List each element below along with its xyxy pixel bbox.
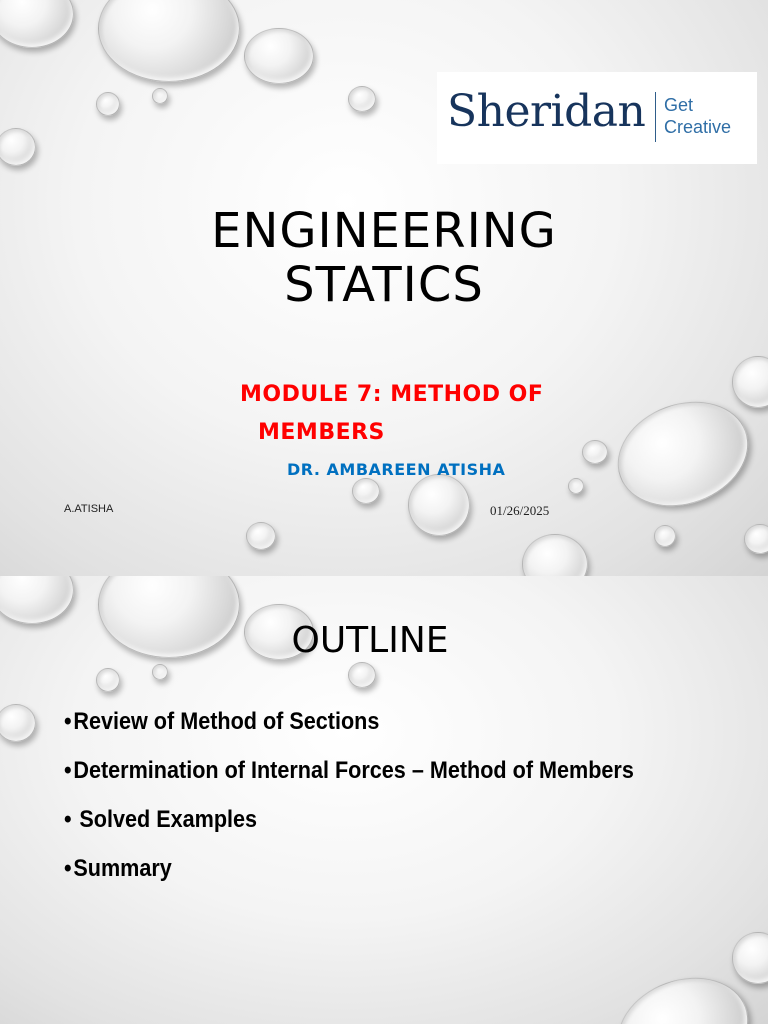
bullet-icon: • [64,806,72,833]
water-drop-decoration [96,668,120,692]
water-drop-decoration [0,128,36,166]
list-item [64,753,685,802]
water-drop-decoration [0,0,74,48]
water-drop-decoration [0,704,36,742]
water-drop-decoration [246,522,276,550]
logo-wordmark: Sheridan [447,86,646,137]
water-drop-decoration [732,356,768,408]
bullet-icon: • [64,708,72,735]
water-drop-decoration [0,576,74,624]
list-item-text: Determination of Internal Forces – Method of Members [73,757,634,784]
water-drop-decoration [568,478,584,494]
list-item [64,704,685,753]
module-subtitle-line1: MODULE 7: METHOD OF [240,382,544,407]
list-item-text: Solved Examples [73,806,258,833]
water-drop-decoration [98,0,240,82]
water-drop-decoration [152,88,168,104]
logo-tagline-line1: Get [664,95,694,115]
water-drop-decoration [408,474,470,536]
water-drop-decoration [732,932,768,984]
footer-author: A.ATISHA [64,503,114,515]
water-drop-decoration [654,525,676,547]
author-name: DR. AMBAREEN ATISHA [287,460,506,479]
module-subtitle-line2: MEMBERS [258,420,385,445]
water-drop-decoration [244,28,314,84]
water-drop-decoration [348,662,376,688]
water-drop-decoration [744,524,768,554]
list-item [64,802,685,851]
module-subtitle [240,376,620,452]
water-drop-decoration [522,534,588,576]
outline-title: OUTLINE [291,620,449,661]
slide-title [150,204,618,312]
list-item-text: Review of Method of Sections [73,708,380,735]
logo-tagline [664,94,759,138]
slide-title-line2: STATICS [284,257,484,313]
list-item [64,851,685,900]
water-drop-decoration [96,92,120,116]
list-item-text: Summary [73,855,172,882]
outline-slide[interactable] [0,576,768,1024]
sheridan-logo [437,72,757,164]
logo-divider [655,92,656,142]
logo-tagline-line2: Creative [664,117,732,137]
water-drop-decoration [603,384,763,524]
bullet-icon: • [64,757,72,784]
bullet-icon: • [64,855,72,882]
water-drop-decoration [348,86,376,112]
water-drop-decoration [352,478,380,504]
outline-bullet-list [64,704,754,900]
slide-title-line1: ENGINEERING [211,203,557,259]
water-drop-decoration [152,664,168,680]
footer-date: 01/26/2025 [490,503,550,518]
